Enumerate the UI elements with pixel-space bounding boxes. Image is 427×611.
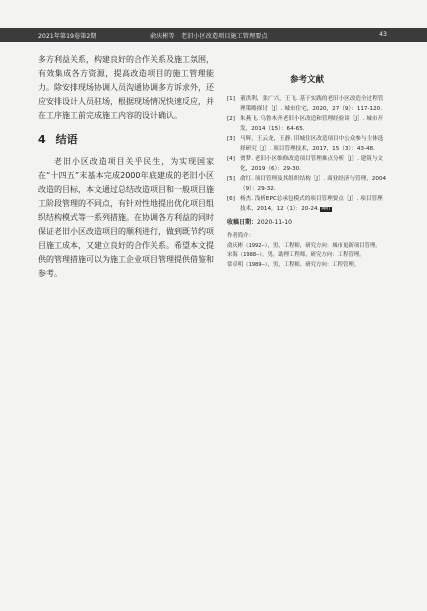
- article-running-title: 俞庆彬等 老旧小区改造项目施工管理要点: [150, 33, 268, 40]
- left-column: [38, 53, 214, 281]
- reference-index: [4]: [227, 156, 235, 162]
- reference-item: [227, 95, 387, 114]
- reference-index: [2]: [227, 116, 235, 122]
- reference-index: [3]: [227, 136, 235, 142]
- reference-index: [6]: [227, 196, 235, 202]
- author-bio: 宋海（1988—），男，助理工程师，研究方向：工程管理。: [227, 252, 365, 258]
- reference-item: [227, 115, 387, 134]
- reference-item: [227, 195, 387, 214]
- reference-text: 俞红. 项目管理及其组织结构［J］. 商业经济与管理，2004（9）：29-32.: [240, 176, 387, 192]
- section-heading: [38, 133, 214, 147]
- author-bio: 俞庆彬（1992—），男，工程师，研究方向：城市更新项目管理。: [227, 242, 381, 249]
- journal-issue: 2021年第19卷第2期: [38, 33, 97, 40]
- page-number: 43: [379, 31, 387, 38]
- reference-text: 董洪利，张广兴，王飞. 基于实践的老旧小区改造全过程管理策略探讨［J］. 城市住宅，2020，27（9）：117-120.: [240, 96, 384, 112]
- authors-label: 作者简介：: [227, 233, 254, 239]
- section-title: 结语: [55, 133, 78, 146]
- received-date: 2020-11-10: [257, 219, 292, 226]
- received-label: 收稿日期：: [227, 219, 258, 226]
- running-header: [0, 28, 427, 42]
- reference-text: 贾梦. 老旧小区维修改造项目管理难点分析［J］. 建筑与文化，2019（6）：29-30.: [240, 156, 384, 172]
- reference-item: [227, 155, 387, 174]
- reference-item: [227, 175, 387, 194]
- author-bio: 常卓明（1989—），男，工程师，研究方向：工程管理。: [227, 261, 360, 268]
- reference-text: 朱燕飞. 乌鲁木齐老旧小区改造和管理经验谈［J］. 城市开发，2014（15）：64-65.: [240, 116, 384, 132]
- body-paragraph: 多方利益关系，构建良好的合作关系及施工氛围，有效集成各方资源，提高改造项目的施工管理能力。除安排现场协调人员沟通协调多方诉求外，还应安排设计人员驻场，根据现场情况快速反应，并在工序施工前完成施工内容的设计确认。: [38, 55, 214, 120]
- body-paragraph: 老旧小区改造项目关乎民生，为实现国家在“十四五”末基本完成2000年底建成的老旧小区改造的目标，本文通过总结改造项目和一般项目施工阶段管理的不同点，有针对性地提出优化项目组织结构模式等一系列措施。在协调各方利益的同时保证老旧小区改造项目的顺利进行，做到既节约项目施工成本，又建立良好的合作关系。希望本文提供的管理措施可以为施工企业项目管理提供借鉴和参考。: [38, 157, 214, 278]
- reference-text: 马辉，王云龙，王静. 旧城住区改造项目中公众参与主体选择研究［J］. 项目管理技术，2017，15（3）：43-48.: [240, 136, 384, 152]
- reference-item: [227, 135, 387, 154]
- pmt-logo: PMT: [321, 206, 331, 212]
- reference-text-content: 杨杰. 浅析EPC总承包模式的项目管理要点［J］. 项目管理技术，2014，12（1）：20-24.: [240, 196, 383, 212]
- received-date-line: [227, 217, 387, 226]
- reference-index: [1]: [227, 96, 235, 102]
- right-column: [227, 73, 387, 270]
- section-number: 4: [38, 133, 46, 146]
- reference-index: [5]: [227, 176, 235, 182]
- reference-text: [240, 195, 387, 214]
- references-title: 参考文献: [289, 75, 324, 85]
